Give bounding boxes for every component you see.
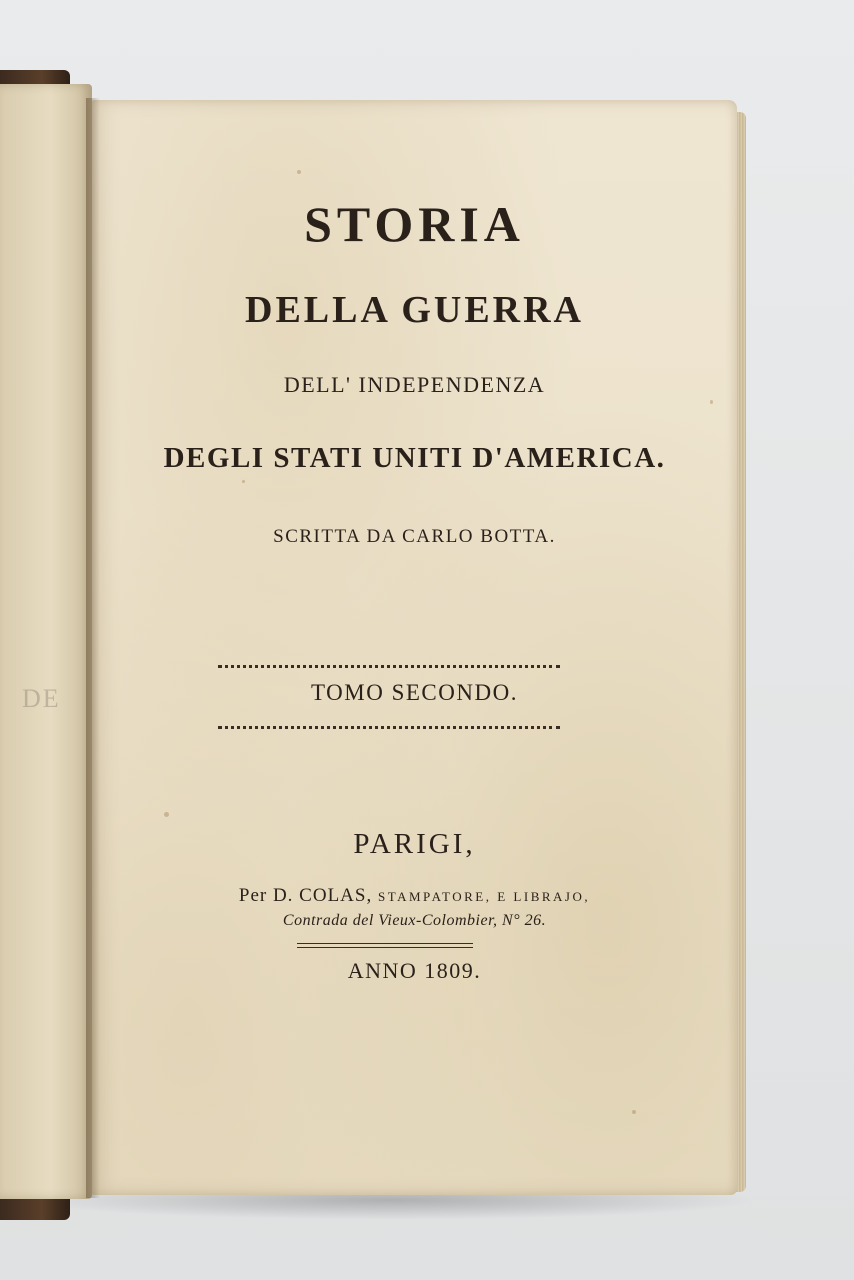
- imprint-address: Contrada del Vieux-Colombier, N° 26.: [282, 912, 547, 929]
- foxing-spot: [632, 1110, 636, 1114]
- book-subtitle: DELLA GUERRA: [245, 289, 584, 331]
- imprint-year: ANNO 1809.: [347, 958, 482, 983]
- page-gutter-shadow: [86, 98, 100, 1198]
- show-through-text: DE: [22, 684, 61, 713]
- foxing-spot: [297, 170, 301, 174]
- foxing-spot: [710, 400, 713, 404]
- title-page: [92, 100, 737, 1195]
- title-line-3: DELL' INDEPENDENZA: [283, 372, 546, 397]
- author-line: SCRITTA DA CARLO BOTTA.: [273, 526, 556, 547]
- foxing-spot: [164, 812, 169, 817]
- left-page: [0, 84, 92, 1199]
- volume-label: TOMO SECONDO.: [311, 680, 518, 705]
- double-rule: [297, 943, 473, 948]
- dotted-rule-bottom: [218, 726, 560, 729]
- printer-name: Per D. COLAS,: [238, 885, 373, 906]
- dotted-rule-top: [218, 665, 560, 668]
- foxing-spot: [242, 480, 245, 483]
- book-title: STORIA: [304, 196, 525, 252]
- printer-role: STAMPATORE, E LIBRAJO,: [377, 889, 591, 904]
- imprint-printer: [92, 885, 737, 907]
- title-line-4: DEGLI STATI UNITI D'AMERICA.: [163, 442, 666, 474]
- imprint-place: PARIGI,: [353, 828, 476, 860]
